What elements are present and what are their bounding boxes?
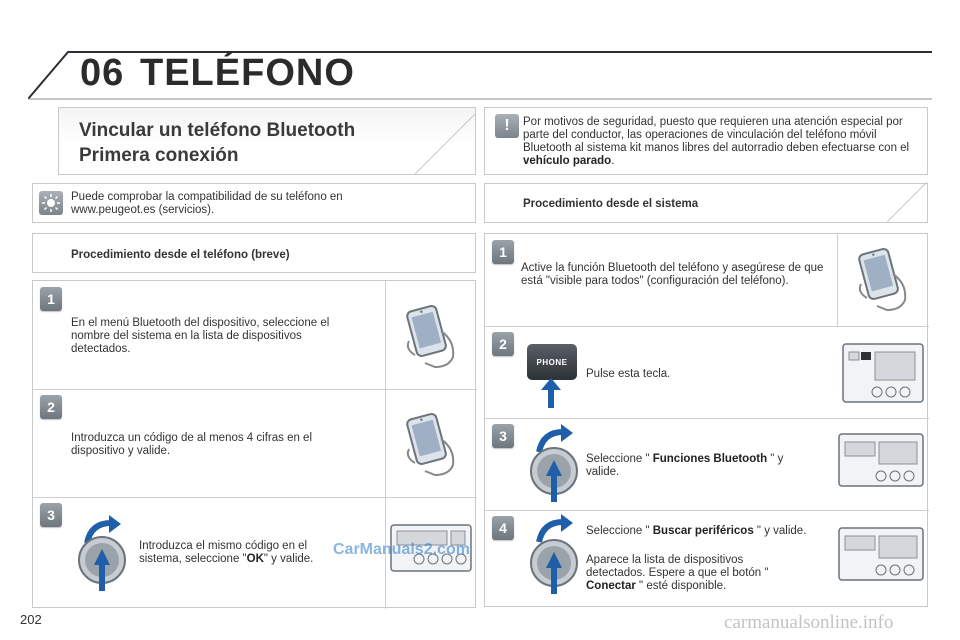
step-badge-2: 2 <box>492 332 514 356</box>
left-row-separator-1 <box>33 389 477 390</box>
tip-text-line2: www.peugeot.es (servicios). <box>71 204 215 216</box>
smartphone-hand-icon <box>401 409 465 479</box>
right-row-separator-2 <box>485 418 929 419</box>
warning-text <box>523 116 919 168</box>
right-step-2-text: Pulse esta tecla. <box>586 368 671 380</box>
left-procedure-heading: Procedimiento desde el teléfono (breve) <box>71 249 290 261</box>
step-badge-3: 3 <box>492 424 514 448</box>
section-title-line1: Vincular un teléfono Bluetooth <box>79 120 356 141</box>
car-radio-icon <box>837 524 925 584</box>
right-step-3-text <box>586 453 816 479</box>
step-badge-1: 1 <box>40 287 62 311</box>
lightbulb-icon <box>39 191 63 215</box>
left-steps-divider <box>385 281 386 609</box>
right-step-4-text-main: Seleccione " <box>586 525 653 537</box>
right-step-3-text-main: Seleccione " <box>586 453 653 465</box>
funciones-bluetooth-label: Funciones Bluetooth <box>652 453 768 465</box>
page-number: 202 <box>20 612 42 627</box>
rotary-knob-icon <box>77 535 127 591</box>
step-badge-2: 2 <box>40 395 62 419</box>
watermark-small: CarManuals2.com <box>333 541 470 558</box>
step-badge-1: 1 <box>492 240 514 264</box>
right-step-4-note <box>586 554 796 593</box>
section-title-line2: Primera conexión <box>79 145 239 166</box>
up-arrow-icon <box>541 378 561 408</box>
car-radio-icon <box>841 340 925 406</box>
step-badge-3: 3 <box>40 503 62 527</box>
right-step-4-note-main: Aparece la lista de dispositivos detectados. Espere a que el botón " <box>586 554 769 579</box>
right-step-4-text <box>586 525 816 538</box>
warning-panel <box>484 107 928 175</box>
right-procedure-heading: Procedimiento desde el sistema <box>523 198 699 210</box>
chapter-title: TELÉFONO <box>140 52 355 94</box>
right-steps-divider <box>837 234 838 326</box>
right-step-1-text: Active la función Bluetooth del teléfono y asegúrese de que está "visible para todos" (configuración del teléfono). <box>521 262 824 287</box>
right-row-separator-1 <box>485 326 929 327</box>
panel-corner-decoration <box>887 182 927 222</box>
tip-text-line1: Puede comprobar la compatibilidad de su teléfono en <box>71 191 343 203</box>
warning-text-end: . <box>611 155 615 167</box>
left-step-3-text <box>139 540 339 566</box>
buscar-perifericos-label: Buscar periféricos <box>652 525 754 537</box>
rotary-knob-icon <box>529 446 579 502</box>
right-steps-panel <box>484 233 928 607</box>
section-title-panel <box>58 107 476 175</box>
panel-corner-decoration <box>415 114 475 174</box>
left-procedure-heading-panel <box>32 233 476 273</box>
left-step-2-text: Introduzca un código de al menos 4 cifras en el dispositivo y valide. <box>71 432 313 457</box>
right-step-4-text-end: " y valide. <box>753 525 807 537</box>
warning-text-bold: vehículo parado <box>523 155 612 167</box>
tip-panel <box>32 183 476 223</box>
right-procedure-heading-panel <box>484 183 928 223</box>
right-step-4-note-end: " esté disponible. <box>635 580 727 592</box>
right-step-3-text-end: " y valide. <box>586 453 784 478</box>
car-radio-icon <box>837 430 925 490</box>
rotary-knob-icon <box>529 538 579 594</box>
conectar-label: Conectar <box>586 580 636 592</box>
step-badge-4: 4 <box>492 516 514 540</box>
watermark-large: carmanualsonline.info <box>724 612 894 633</box>
right-row-separator-3 <box>485 510 929 511</box>
phone-button-icon: PHONE <box>527 344 577 380</box>
left-step-3-text-end: " y valide. <box>263 553 314 565</box>
left-steps-panel <box>32 280 476 608</box>
left-row-separator-2 <box>33 497 477 498</box>
left-step-1-text: En el menú Bluetooth del dispositivo, seleccione el nombre del sistema en la lista de dispositivos detectados. <box>71 317 330 355</box>
chapter-number: 06 <box>80 52 125 94</box>
smartphone-hand-icon <box>853 244 917 314</box>
smartphone-hand-icon <box>401 301 465 371</box>
warning-icon: ! <box>495 114 519 138</box>
ok-label: OK <box>246 553 264 565</box>
warning-text-main: Por motivos de seguridad, puesto que requieren una atención especial por parte del conductor, las operaciones de vinculación del teléfono móvil Bluetooth al sistema kit manos libres del autorradio deben efectuarse con el <box>523 116 910 154</box>
left-step-3-text-main: Introduzca el mismo código en el sistema, seleccione " <box>139 540 308 565</box>
